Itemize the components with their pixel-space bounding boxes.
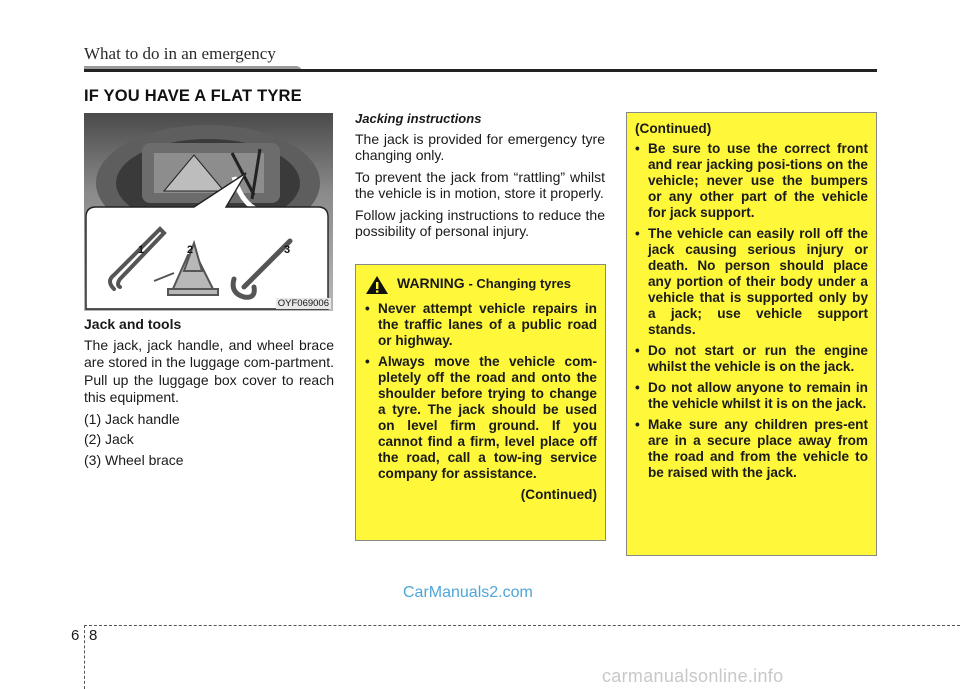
jacking-heading: Jacking instructions bbox=[355, 111, 482, 126]
luggage-compartment-illustration bbox=[84, 113, 333, 311]
header-title: What to do in an emergency bbox=[84, 44, 276, 63]
continued-label: (Continued) bbox=[520, 487, 597, 502]
watermark-top: CarManuals2.com bbox=[403, 584, 533, 601]
watermark-bottom: carmanualsonline.info bbox=[602, 666, 784, 686]
warning-bullet: • Do not allow anyone to remain in the vehicle whilst it is on the jack. bbox=[635, 380, 868, 412]
footer-divider bbox=[84, 625, 85, 689]
warning-bullet: • Never attempt vehicle repairs in the traffic lanes of a public road or highway. bbox=[365, 301, 597, 349]
callout-3: 3 bbox=[284, 244, 291, 256]
warning-title: WARNING bbox=[397, 275, 465, 291]
jacking-instructions-section bbox=[355, 111, 605, 245]
warning-bullet: • Do not start or run the engine whilst the vehicle is on the jack. bbox=[635, 343, 868, 375]
callout-1: 1 bbox=[138, 244, 145, 256]
warning-bullet: • Be sure to use the correct front and rear jacking posi-tions on the vehicle; never use the bumpers or any other part of the vehicle for jack support. bbox=[635, 141, 868, 221]
figure-code: OYF069006 bbox=[277, 298, 329, 309]
warning-header bbox=[365, 275, 597, 295]
warning-box-changing-tyres bbox=[355, 264, 606, 541]
footer-rule bbox=[84, 625, 960, 626]
continued-label: (Continued) bbox=[635, 121, 712, 136]
section-title: IF YOU HAVE A FLAT TYRE bbox=[84, 87, 302, 105]
warning-subtitle: - Changing tyres bbox=[468, 276, 572, 291]
list-item-wheel-brace: (3) Wheel brace bbox=[84, 451, 184, 468]
jack-tools-figure bbox=[84, 113, 333, 311]
page-number: 8 bbox=[89, 627, 98, 644]
jack-tools-heading: Jack and tools bbox=[84, 316, 182, 332]
jacking-paragraph: To prevent the jack from “rattling” whilst the vehicle is in motion, store it properly. bbox=[355, 168, 605, 201]
jack-tools-body: The jack, jack handle, and wheel brace are stored in the luggage com-partment. Pull up the luggage box cover to reach this equipment. bbox=[84, 336, 334, 405]
list-item-jack: (2) Jack bbox=[84, 431, 134, 447]
warning-box-continued bbox=[626, 112, 877, 556]
warning-triangle-icon bbox=[365, 275, 389, 295]
warning-bullet: • Always move the vehicle com-pletely off the road and onto the shoulder before trying to change a tyre. The jack should be used on level firm ground. If you cannot find a firm, level place off the road, call a tow-ing service company for assistance. bbox=[365, 354, 597, 482]
list-item-jack-handle: (1) Jack handle bbox=[84, 410, 180, 427]
jack-tools-section bbox=[84, 316, 334, 472]
warning-bullet: • The vehicle can easily roll off the jack causing serious injury or death. No person should place any portion of their body under a vehicle that is supported only by a jack; use vehicle support stands. bbox=[635, 226, 868, 338]
callout-2: 2 bbox=[187, 244, 194, 256]
jacking-paragraph: Follow jacking instructions to reduce the possibility of personal injury. bbox=[355, 206, 605, 239]
jacking-paragraph: The jack is provided for emergency tyre changing only. bbox=[355, 130, 605, 163]
warning-bullet: • Make sure any children pres-ent are in a secure place away from the road and from the vehicle to be raised with the jack. bbox=[635, 417, 868, 481]
page-section-number: 6 bbox=[71, 627, 80, 644]
header-rule bbox=[84, 69, 877, 72]
